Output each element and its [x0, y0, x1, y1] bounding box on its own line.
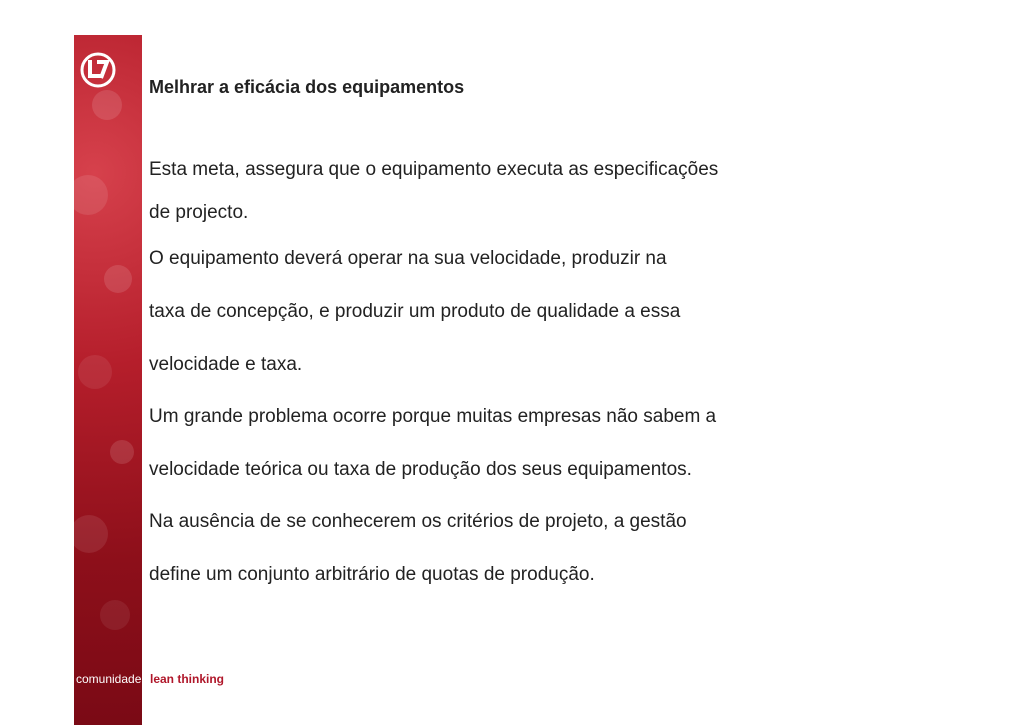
body-line: velocidade e taxa.: [149, 354, 303, 375]
bokeh-decoration: [100, 600, 130, 630]
body-line: Na ausência de se conhecerem os critérios de projeto, a gestão: [149, 511, 687, 532]
body-line: velocidade teórica ou taxa de produção dos seus equipamentos.: [149, 459, 692, 480]
body-line: taxa de concepção, e produzir um produto de qualidade a essa: [149, 301, 681, 322]
bokeh-decoration: [74, 515, 108, 553]
slide-body: [149, 160, 909, 595]
bokeh-decoration: [92, 90, 122, 120]
footer-community-label: comunidade: [76, 672, 142, 686]
bokeh-decoration: [74, 175, 108, 215]
body-line: O equipamento deverá operar na sua velocidade, produzir na: [149, 248, 667, 269]
body-line: de projecto.: [149, 202, 249, 223]
footer-brand-label: lean thinking: [150, 672, 225, 686]
brand-logo-icon: [80, 52, 116, 88]
body-line: Um grande problema ocorre porque muitas empresas não sabem a: [149, 406, 717, 427]
bokeh-decoration: [110, 440, 134, 464]
body-line: define um conjunto arbitrário de quotas de produção.: [149, 564, 595, 585]
bokeh-decoration: [104, 265, 132, 293]
bokeh-decoration: [78, 355, 112, 389]
body-line: Esta meta, assegura que o equipamento executa as especificações: [149, 159, 719, 180]
slide-title: Melhrar a eficácia dos equipamentos: [149, 77, 465, 97]
sidebar-band: [74, 35, 142, 725]
